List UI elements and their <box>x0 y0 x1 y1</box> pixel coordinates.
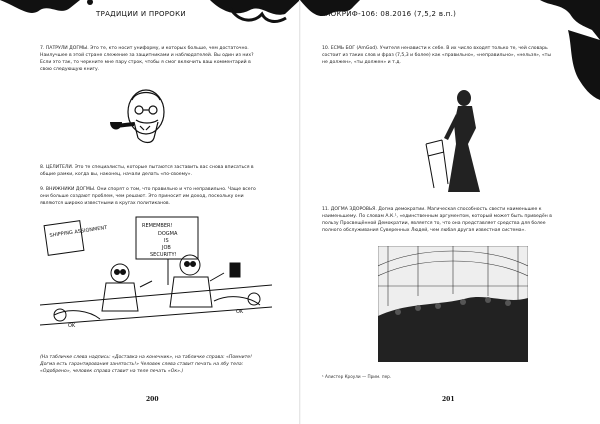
doctors-stamping-illustration <box>40 215 272 340</box>
footnote: ¹ Алистер Кроули — Прим. пер. <box>322 374 392 379</box>
man-with-pipe-illustration <box>108 86 178 148</box>
crowd-hall-illustration <box>378 246 528 362</box>
caption-left: (На табличке слева надпись: «Доставка на конечник», на табличке справа: «Помните! Догма есть гарантирования занятость!» Человек слева ставит печать на лбу тела: «Одобрено», человек справа ставит на теле печать «Ок».) <box>40 355 252 374</box>
paragraph-10: 10. ЕСМЬ БОГ (AmGod). Учителя ненависти к себе. В их число входят только те, чей словарь состоит из таких слов и фраз (7,5,3 и более) как «правильно», «неправильно», «нельзя», «ты не должен», «ты должен» и т.д. <box>322 46 551 65</box>
paragraph-8: 8. ЦЕЛИТЕЛИ. Это те специалисты, которые пытаются заставить вас снова вписаться в общие рамки, когда вы, наконец, начали делать «по-своему». <box>40 165 254 177</box>
sign-right-line2: DOGMA <box>158 231 178 237</box>
right-page <box>300 0 600 424</box>
sign-left-text: SHIPPING ASSIGNMENT <box>49 224 108 239</box>
page-header-left: ТРАДИЦИИ И ПРОРОКИ <box>96 10 186 18</box>
stamp-left: OK <box>68 323 76 329</box>
sign-right-line4: JOB <box>162 245 171 251</box>
page-number-left: 200 <box>146 396 159 403</box>
stamp-right: OK <box>236 309 244 315</box>
victorian-woman-illustration <box>424 84 494 198</box>
paragraph-7: 7. ПАТРУЛИ ДОГМЫ. Это те, кто носит униформу, и которых больше, чем достаточно. Наилучшее в этой стране слежение за защитниками и наблюдателей. Вы один из них? Если это так, то черкните мне пару строк, чтобы я смог включить ваш комментарий в свою следующую книгу. <box>40 46 254 72</box>
page-header-right: АПОКРИФ-106: 08.2016 (7,5,2 в.п.) <box>320 10 457 18</box>
sign-right-line3: IS <box>164 238 169 244</box>
paragraph-9: 9. ВНИЖНИКИ ДОГМЫ. Они спорят о том, что правильно и что неправильно. Чаще всего они больше создают проблем, чем решают. Это приносит им доход, поскольку они являются широко известными в кругах политиканов. <box>40 187 256 206</box>
paragraph-11: 11. ДОГМА ЗДОРОВЬЯ. Догма демократии. Магическая способность свести наименьшее к наименьшему. По словам А.К.¹, «единственным аргументом, который может быть приведён в пользу Просвещённой Демократии, является то, что она представляет средства для более полного обслуживания Суверенных Людей, чем любая другая известная система». <box>322 207 552 233</box>
sign-right-line5: SECURITY! <box>150 252 177 258</box>
sign-right-line1: REMEMBER! <box>142 223 173 229</box>
page-number-right: 201 <box>442 396 455 403</box>
